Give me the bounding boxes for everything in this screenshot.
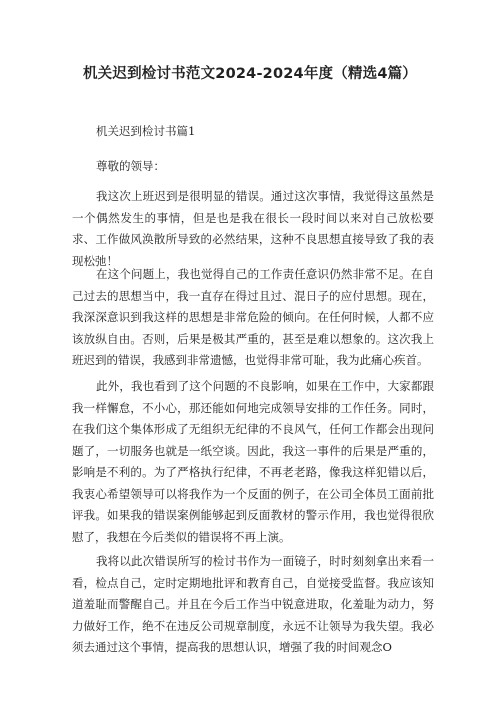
body-paragraph-3: 此外，我也看到了这个问题的不良影响，如果在工作中，大家都跟我一样懈怠，不小心，那还能如何地完成领导安排的工作任务。同时，在我们这个集体形成了无组织无纪律的不良风气，任何工作都会出现问题了，一切服务也就是一纸空谈。因此，我这一事件的后果是严重的，影响是不利的。为了严格执行纪律，不再老老路，像我这样犯错以后，我衷心希望领导可以将我作为一个反面的例子，在公司全体员工面前批评我。如果我的错误案例能够起到反面教材的警示作用，我也觉得很欣慰了，我想在今后类似的错误将不再上演。	[72, 379, 434, 544]
salutation: 尊敬的领导：	[96, 159, 165, 173]
body-paragraph-4: 我将以此次错误所写的检讨书作为一面镜子，时时刻刻拿出来看一看，检点自己，定时定期地批评和教育自己，自觉接受监督。我应该知道羞耻而警醒自己。并且在今后工作当中锐意进取，化羞耻为动力，努力做好工作，绝不在违反公司规章制度，永远不让领导为我失望。我必须去通过这个事情，提高我的思想认识，增强了我的时间观念O	[72, 554, 434, 654]
document-title: 机关迟到检讨书范文2024-2024年度（精选4篇）	[82, 66, 418, 82]
body-paragraph-2: 在这个问题上，我也觉得自己的工作责任意识仍然非常不足。在自己过去的思想当中，我一直存在得过且过、混日子的应付思想。现在，我深深意识到我这样的思想是非常危险的倾向。在任何时候，人都不应该放纵自由。否则，后果是极其严重的，甚至是难以想象的。这次我上班迟到的错误，我感到非常遗憾，也觉得非常可耻，我为此痛心疾首。	[72, 267, 434, 367]
body-paragraph-1: 我这次上班迟到是很明显的错误。通过这次事情，我觉得这虽然是一个偶然发生的事情，但是也是我在很长一段时间以来对自己放松要求、工作做风涣散所导致的必然结果，这种不良思想直接导致了我的表现松弛！	[72, 189, 434, 268]
section-title: 机关迟到检讨书篇1	[96, 124, 196, 138]
